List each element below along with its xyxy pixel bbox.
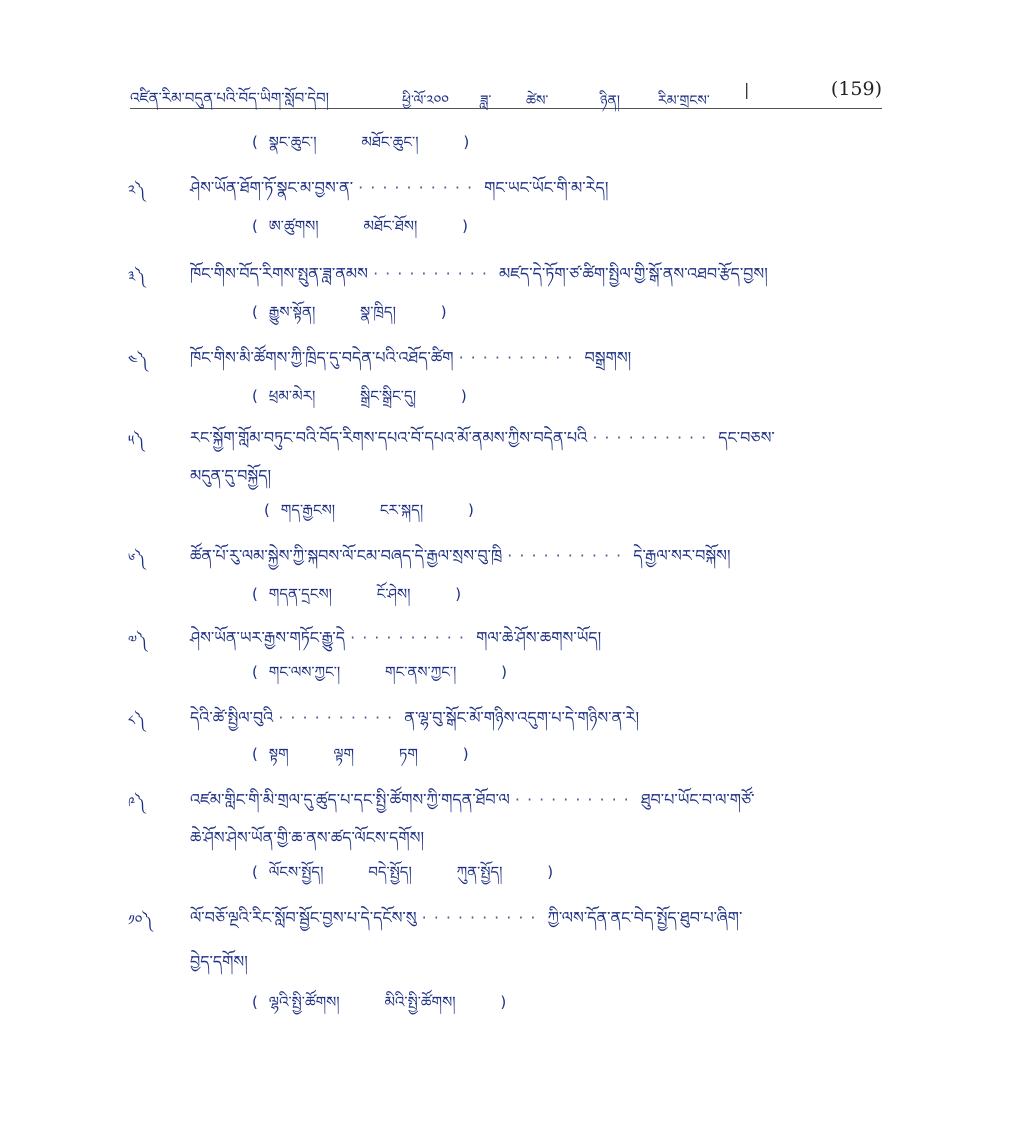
choice-option: ངོ་ཤེས།: [376, 585, 411, 603]
choice-options: [252, 380, 467, 422]
question-text: ན་ལྷ་བུ་སྒོང་མོ་གཉིས་འདུག་པ་དེ་གཉིས་ན་རེ།: [404, 708, 640, 727]
question-number: ༢༽: [128, 183, 146, 199]
question-text: དང་བཅས་: [718, 428, 775, 447]
blank-dots: ··········: [592, 428, 714, 447]
question-number: ༨༽: [128, 713, 146, 729]
choice-option: གད་རྒྱངས།: [280, 501, 336, 519]
header-date-label: ཚེས་: [526, 93, 549, 109]
question-line: [190, 900, 742, 945]
open-paren: (: [252, 993, 258, 1011]
choice-option: ལྟག: [333, 745, 355, 763]
question-number: ༣༽: [128, 269, 146, 285]
close-paren: ): [462, 745, 469, 763]
question-text: ཐུབ་པ་ཡོང་བ་ལ་གཙོ་: [640, 790, 755, 809]
question-text: བྱེད་དགོས།: [190, 952, 248, 971]
choice-options: [252, 126, 469, 168]
choice-options: [252, 296, 447, 338]
question-line: [190, 420, 775, 465]
close-paren: ): [500, 993, 507, 1011]
header-separator: |: [744, 80, 750, 99]
choice-option: སྣ་ཁྲིད།: [360, 303, 396, 321]
blank-dots: ··········: [514, 790, 636, 809]
question-text: ཁོང་གིས་བོད་རིགས་སྤུན་ཟླ་ནམས: [190, 264, 368, 283]
book-title: འཛིན་རིམ་བདུན་པའི་བོད་ཡིག་སློབ་དེབ།: [130, 89, 330, 107]
open-paren: (: [252, 663, 258, 681]
question-text: ཆེ་ཤོས་ཤེས་ཡོན་གྱི་ཆ་ནས་ཚད་ལོངས་དགོས།: [190, 828, 425, 847]
question-line: [190, 538, 731, 583]
open-paren: (: [264, 501, 270, 519]
question-text: དེའི་ཚེ་སྤྱིལ་བུའི: [190, 708, 274, 727]
header-month-label: ཟླ་: [480, 93, 492, 109]
open-paren: (: [252, 745, 258, 763]
choice-option: ཀུན་སྤྱོད།: [456, 863, 503, 881]
question-number: ༥༽: [128, 433, 145, 449]
blank-dots: ··········: [458, 348, 580, 367]
page-number: (159): [830, 78, 882, 100]
blank-dots: ··········: [507, 546, 629, 565]
choice-option: མཐོང་ཐོས།: [363, 217, 418, 235]
choice-options: [252, 578, 461, 620]
question-number: ༡༠༽: [128, 913, 153, 929]
choice-options: [252, 738, 469, 780]
choice-option: སྒྲིང་སྒྲིང་དུ།: [360, 387, 417, 405]
close-paren: ): [547, 863, 554, 881]
choice-option: ལོངས་སྤྱོད།: [268, 863, 324, 881]
question-text: གལ་ཆེ་ཤོས་ཆགས་ཡོད།: [476, 628, 602, 647]
header-class-label: རིམ་གྲངས་: [658, 93, 710, 109]
question-text: ཤེས་ཡོན་ཐོག་ཏོ་སྣང་མ་བྱས་ན་: [190, 178, 354, 197]
close-paren: ): [501, 663, 508, 681]
choice-options: [252, 856, 553, 898]
choice-options: [252, 656, 507, 698]
choice-option: མཐོང་ཆུང་།: [361, 133, 419, 151]
question-text: མཛད་དེ་ཏོག་ཙ་ཚིག་སྤྱིལ་གྱི་སྒོ་ནས་འཐབ་རྩོད་བྱས།: [499, 264, 768, 283]
header-year-label: ཕྱི་ལོ་༢༠༠: [402, 93, 449, 109]
choice-option: ཕྲམ་མེར།: [268, 387, 316, 405]
choice-options: [252, 210, 468, 252]
open-paren: (: [252, 585, 258, 603]
choice-option: ལྷའི་སྤྱི་ཚོགས།: [268, 993, 340, 1011]
choice-option: མིའི་སྤྱི་ཚོགས།: [384, 993, 456, 1011]
blank-dots: ··········: [358, 178, 480, 197]
close-paren: ): [455, 585, 462, 603]
choice-option: ཨ་ཚུགས།: [268, 217, 319, 235]
question-text: གང་ཡང་ཡོང་གི་མ་རེད།: [484, 178, 609, 197]
question-number: ༧༽: [128, 633, 147, 649]
question-text: འཛམ་གླིང་གི་མི་གྲལ་དུ་ཚུད་པ་དང་སྤྱི་ཚོགས་ཀྱི་གདན་ཐོབ་ལ: [190, 790, 510, 809]
choice-option: ངར་སྐད།: [379, 501, 424, 519]
close-paren: ): [440, 303, 447, 321]
blank-dots: ··········: [373, 264, 494, 283]
question-line: [190, 170, 608, 215]
choice-option: གང་ལས་ཀྱང་།: [268, 663, 341, 681]
choice-option: རྒྱུས་སྟོན།: [268, 303, 316, 321]
question-line: [190, 256, 768, 301]
choice-options: [264, 494, 474, 536]
blank-dots: ··········: [421, 908, 543, 927]
question-number: ༦༽: [128, 551, 146, 567]
choice-option: གདན་དྲངས།: [268, 585, 332, 603]
open-paren: (: [252, 863, 258, 881]
question-line: [190, 944, 248, 989]
question-text: ཀྱི་ལས་དོན་ནང་བེད་སྤྱོད་ཐུབ་པ་ཞིག་: [547, 908, 743, 927]
question-text: ཁོང་གིས་མི་ཚོགས་ཀྱི་ཁྲིད་དུ་བདེན་པའི་འཐོད་ཚིག: [190, 348, 454, 367]
close-paren: ): [463, 133, 470, 151]
question-text: ཤེས་ཡོན་ཡར་རྒྱས་གཏོང་རྒྱུ་དེ: [190, 628, 346, 647]
question-line: [190, 458, 271, 503]
choice-option: ཏག: [398, 745, 418, 763]
question-text: ལོ་བཅོ་ལྔའི་རིང་སློབ་སྦྱོང་བྱས་པ་དེ་དངོས་སུ: [190, 908, 417, 927]
blank-dots: ··········: [278, 708, 400, 727]
open-paren: (: [252, 217, 258, 235]
open-paren: (: [252, 303, 258, 321]
header-day-label: ཉིན།: [600, 93, 620, 109]
open-paren: (: [252, 133, 258, 151]
choice-option: གང་ནས་ཀྱང་།: [385, 663, 457, 681]
close-paren: ): [467, 501, 474, 519]
choice-option: བདེ་སྤྱོད།: [368, 863, 412, 881]
open-paren: (: [252, 387, 258, 405]
choice-options: [252, 986, 506, 1028]
question-line: [190, 340, 631, 385]
choice-option: སྟག: [268, 745, 289, 763]
question-text: རང་སྐྱོག་གློམ་བཏུང་བའི་བོད་རིགས་དཔའ་བོ་དཔའ་མོ་ནམས་ཀྱིས་བདེན་པའི: [190, 428, 588, 447]
question-number: ༤༽: [128, 353, 148, 369]
page-header: [130, 74, 882, 109]
question-text: བསྒྲགས།: [584, 348, 632, 367]
question-text: དེ་རྒྱལ་སར་བསྐོས།: [633, 546, 731, 565]
blank-dots: ··········: [350, 628, 471, 647]
choice-option: སྣང་ཆུང་།: [268, 133, 317, 151]
question-text: ཚོན་པོ་རུ་ལམ་སྐྱེས་ཀྱི་སྐབས་ལོ་ངམ་བཞད་དེ་རྒྱལ་སྲས་བུ་ཁྲི: [190, 546, 503, 565]
close-paren: ): [460, 387, 467, 405]
close-paren: ): [462, 217, 468, 235]
question-number: ༩༽: [128, 795, 146, 811]
question-text: མདུན་དུ་བསྐྱོད།: [190, 466, 272, 485]
